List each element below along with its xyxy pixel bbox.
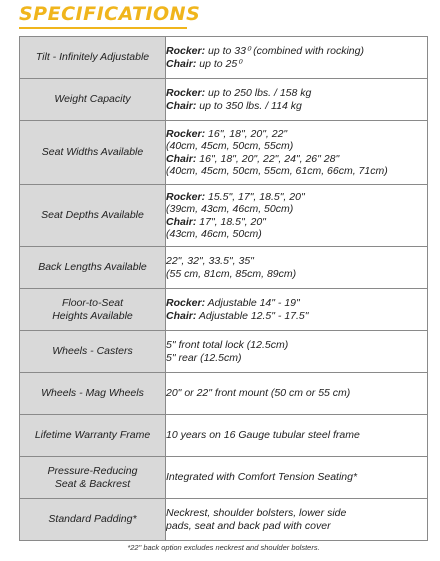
spec-value-text: up to 33⁰ (combined with rocking) xyxy=(205,45,364,58)
spec-value-key: Rocker: xyxy=(166,127,206,140)
specifications-table-body xyxy=(20,37,428,541)
spec-value-text: (40cm, 45cm, 50cm, 55cm, 61cm, 66cm, 71cm) xyxy=(166,164,388,177)
spec-value-line xyxy=(166,153,427,165)
spec-value-key: Chair: xyxy=(166,215,197,228)
spec-value-line xyxy=(166,100,427,112)
spec-value-line xyxy=(166,310,427,322)
spec-value-line xyxy=(166,339,427,351)
spec-value xyxy=(166,79,428,121)
spec-value-text: up to 250 lbs. / 158 kg xyxy=(205,87,312,100)
spec-value-text: 17", 18.5", 20" xyxy=(196,215,266,228)
spec-row xyxy=(20,457,428,499)
spec-value xyxy=(166,37,428,79)
spec-value-text: 16", 18", 20", 22", 24", 26" 28" xyxy=(196,152,340,165)
spec-row xyxy=(20,289,428,331)
spec-value-text: up to 25⁰ xyxy=(196,57,242,70)
spec-row xyxy=(20,185,428,247)
spec-value xyxy=(166,457,428,499)
spec-label: Wheels - Casters xyxy=(20,331,166,373)
spec-value-line xyxy=(166,45,427,57)
spec-value-line xyxy=(166,471,427,483)
spec-value xyxy=(166,185,428,247)
spec-value-line xyxy=(166,429,427,441)
spec-row xyxy=(20,37,428,79)
spec-value-text: Adjustable 14" - 19" xyxy=(205,297,300,310)
spec-value-text: 20" or 22" front mount (50 cm or 55 cm) xyxy=(166,387,351,400)
spec-row xyxy=(20,247,428,289)
spec-value-text: Integrated with Comfort Tension Seating* xyxy=(166,471,358,484)
spec-value-line xyxy=(166,255,427,267)
spec-label: Back Lengths Available xyxy=(20,247,166,289)
spec-value-key: Chair: xyxy=(166,152,197,165)
spec-value-key: Rocker: xyxy=(166,45,206,58)
spec-value-line xyxy=(166,228,427,240)
spec-value-text: (55 cm, 81cm, 85cm, 89cm) xyxy=(166,267,297,280)
spec-value-line xyxy=(166,203,427,215)
spec-row xyxy=(20,79,428,121)
spec-value-key: Rocker: xyxy=(166,297,206,310)
spec-value-line xyxy=(166,165,427,177)
spec-row xyxy=(20,331,428,373)
spec-value-text: 5" rear (12.5cm) xyxy=(166,351,242,364)
spec-value-text: 16", 18", 20", 22" xyxy=(205,127,288,140)
spec-value xyxy=(166,121,428,185)
spec-value-line xyxy=(166,191,427,203)
spec-value-line xyxy=(166,87,427,99)
spec-value xyxy=(166,247,428,289)
spec-value-text: 5" front total lock (12.5cm) xyxy=(166,339,289,352)
spec-value-key: Chair: xyxy=(166,57,197,70)
spec-value xyxy=(166,373,428,415)
spec-value-line xyxy=(166,297,427,309)
spec-value-key: Rocker: xyxy=(166,190,206,203)
specifications-table xyxy=(19,36,428,541)
spec-value-line xyxy=(166,520,427,532)
spec-value-text: pads, seat and back pad with cover xyxy=(166,519,331,532)
spec-value-line xyxy=(166,352,427,364)
spec-value-line xyxy=(166,268,427,280)
spec-row xyxy=(20,499,428,541)
spec-label: Seat Widths Available xyxy=(20,121,166,185)
spec-value-text: (43cm, 46cm, 50cm) xyxy=(166,227,262,240)
spec-value xyxy=(166,499,428,541)
spec-row xyxy=(20,121,428,185)
spec-value-text: Adjustable 12.5" - 17.5" xyxy=(196,309,309,322)
spec-value-text: 15.5", 17", 18.5", 20" xyxy=(205,190,305,203)
spec-value-text: (40cm, 45cm, 50cm, 55cm) xyxy=(166,140,294,153)
spec-value-text: up to 350 lbs. / 114 kg xyxy=(196,99,302,112)
spec-label: Pressure-Reducing Seat & Backrest xyxy=(20,457,166,499)
spec-label: Standard Padding* xyxy=(20,499,166,541)
spec-value-key: Rocker: xyxy=(166,87,206,100)
spec-value-line xyxy=(166,58,427,70)
spec-value xyxy=(166,289,428,331)
spec-label: Lifetime Warranty Frame xyxy=(20,415,166,457)
spec-value-line xyxy=(166,507,427,519)
spec-value xyxy=(166,331,428,373)
spec-label: Tilt - Infinitely Adjustable xyxy=(20,37,166,79)
spec-value-line xyxy=(166,387,427,399)
spec-value-key: Chair: xyxy=(166,99,197,112)
spec-value xyxy=(166,415,428,457)
spec-label: Wheels - Mag Wheels xyxy=(20,373,166,415)
spec-label: Floor-to-Seat Heights Available xyxy=(20,289,166,331)
spec-value-text: Neckrest, shoulder bolsters, lower side xyxy=(166,507,347,520)
page-title: SPECIFICATIONS xyxy=(19,3,201,25)
spec-value-text: 22", 32", 33.5", 35" xyxy=(166,255,254,268)
spec-label: Seat Depths Available xyxy=(20,185,166,247)
spec-value-key: Chair: xyxy=(166,309,197,322)
spec-value-text: (39cm, 43cm, 46cm, 50cm) xyxy=(166,203,294,216)
spec-label: Weight Capacity xyxy=(20,79,166,121)
spec-value-text: 10 years on 16 Gauge tubular steel frame xyxy=(166,429,360,442)
spec-value-line xyxy=(166,140,427,152)
spec-value-line xyxy=(166,128,427,140)
spec-value-line xyxy=(166,216,427,228)
spec-row xyxy=(20,415,428,457)
footnote: *22" back option excludes neckrest and shoulder bolsters. xyxy=(127,543,320,552)
title-underline xyxy=(19,27,187,29)
spec-row xyxy=(20,373,428,415)
